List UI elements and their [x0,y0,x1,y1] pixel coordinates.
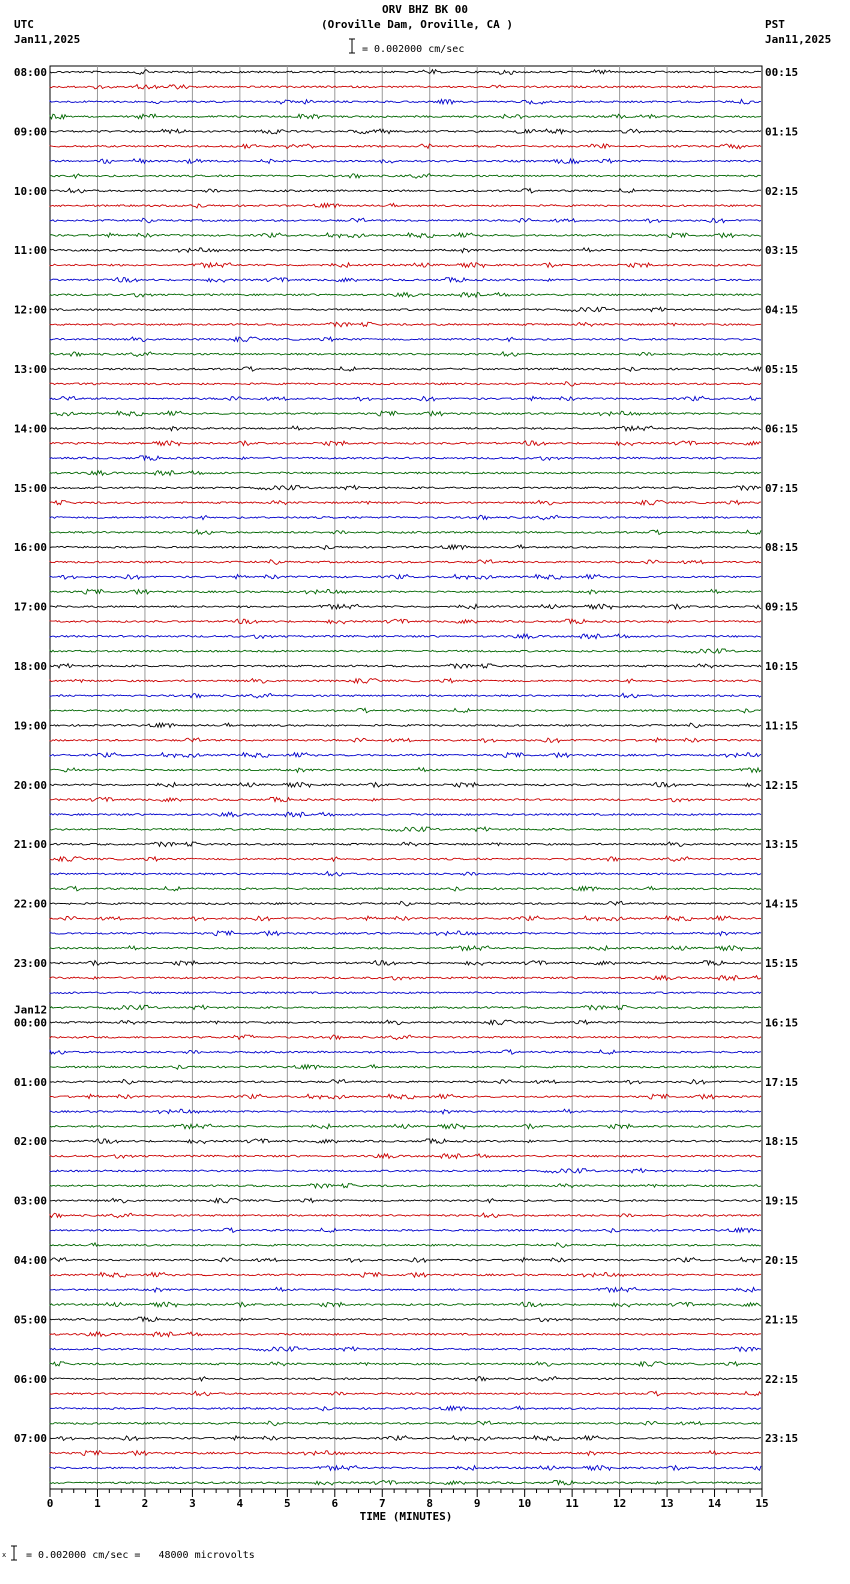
trace-line [50,827,761,831]
trace-line [50,114,761,119]
left-hour-label: 21:00 [13,838,47,852]
trace-line [50,1154,761,1159]
trace-line [50,723,761,728]
right-timezone: PST [765,18,785,31]
left-hour-label: 18:00 [13,660,47,673]
trace-line [50,1184,761,1189]
trace-line [50,188,761,193]
left-hour-label: 19:00 [13,719,47,733]
footer-mark: x [2,1551,7,1559]
right-hour-label: 17:15 [765,1075,799,1089]
trace-line [50,1347,761,1352]
trace-line [50,1094,761,1099]
trace-line [50,1139,761,1144]
trace-line [50,931,761,936]
trace-line [50,753,761,758]
left-hour-label: 04:00 [13,1254,47,1267]
trace-line [50,1228,761,1233]
trace-line [50,738,761,743]
trace-line [50,367,761,372]
trace-line [50,203,761,208]
x-tick-label: 12 [612,1497,627,1510]
header-scale-text: = 0.002000 cm/sec [362,44,465,55]
trace-line [50,500,761,505]
trace-line [50,1436,761,1441]
trace-line [50,1421,761,1426]
trace-line [50,886,761,891]
trace-line [50,396,761,401]
trace-line [50,992,761,994]
x-tick-label: 2 [141,1497,149,1510]
trace-line [50,159,761,164]
left-hour-label: 12:00 [13,303,47,317]
trace-line [50,337,761,342]
trace-line [50,322,761,327]
left-hour-label: 16:00 [13,541,47,555]
right-hour-label: 03:15 [765,244,799,258]
trace-line [50,1198,761,1203]
x-tick-label: 9 [473,1497,481,1510]
trace-line [50,693,761,698]
right-hour-label: 22:15 [765,1372,799,1386]
trace-line [50,1480,761,1485]
trace-line [50,1020,761,1025]
trace-line [50,946,761,951]
right-hour-label: 05:15 [765,363,799,376]
right-hour-label: 08:15 [765,541,799,555]
trace-line [50,456,761,461]
footer-scale-text: = 0.002000 cm/sec = 48000 microvolts [26,1550,255,1561]
left-hour-label: 13:00 [13,363,47,376]
right-hour-label: 00:15 [765,66,799,79]
x-tick-label: 13 [660,1497,674,1510]
trace-line [50,1124,761,1129]
trace-line [50,782,761,787]
trace-line [50,85,761,89]
right-hour-label: 14:15 [765,897,799,911]
trace-line [50,961,761,966]
date-change-label: Jan12 [14,1003,48,1017]
trace-line [50,1451,761,1456]
chart-subtitle: (Oroville Dam, Oroville, CA ) [320,18,514,31]
right-hour-label: 15:15 [765,957,799,970]
trace-line [50,1391,761,1396]
left-hour-label: 23:00 [13,957,47,970]
trace-line [50,174,761,179]
trace-line [50,708,761,713]
right-hour-label: 04:15 [765,303,799,317]
trace-line [50,976,761,981]
left-timezone: UTC [14,18,34,31]
trace-line [50,382,761,387]
trace-line [50,352,761,357]
left-hour-label: 03:00 [13,1194,47,1208]
trace-line [50,1258,761,1263]
trace-line [50,634,761,639]
trace-line [50,485,761,490]
left-hour-label: 20:00 [13,778,47,792]
left-hour-label: 02:00 [13,1135,47,1149]
left-hour-label: 06:00 [13,1372,47,1386]
trace-line [50,560,761,565]
right-hour-label: 11:15 [765,719,799,733]
trace-line [50,1243,761,1248]
trace-line [50,307,761,311]
trace-line [50,1287,761,1292]
left-hour-label: 11:00 [13,244,47,258]
trace-line [50,768,761,773]
right-hour-label: 16:15 [765,1016,799,1030]
right-hour-label: 20:15 [765,1254,799,1267]
trace-line [50,1109,761,1114]
right-date: Jan11,2025 [765,33,832,46]
right-hour-label: 19:15 [765,1194,799,1208]
right-hour-label: 06:15 [765,422,799,436]
left-hour-label: 15:00 [13,481,47,495]
x-tick-label: 11 [565,1497,579,1510]
left-hour-label: 09:00 [13,125,47,139]
trace-line [50,441,761,446]
trace-line [50,664,761,669]
trace-line [50,604,761,609]
x-tick-label: 6 [331,1497,339,1510]
trace-line [50,99,761,104]
trace-line [50,1302,761,1307]
trace-line [50,218,761,223]
trace-line [50,1065,761,1070]
trace-line [50,233,761,238]
right-hour-label: 21:15 [765,1313,799,1327]
header-scale-bar-icon [349,39,355,53]
trace-line [50,1317,761,1322]
trace-line [50,411,761,416]
trace-line [50,649,761,653]
x-axis-label: TIME (MINUTES) [359,1510,453,1523]
trace-line [50,248,761,253]
left-hour-label: 05:00 [13,1313,47,1327]
trace-line [50,278,761,283]
trace-line [50,545,761,550]
trace-line [50,70,761,75]
x-tick-label: 14 [707,1497,722,1510]
right-hour-label: 01:15 [765,125,799,139]
trace-line [50,589,761,594]
left-hour-label: 00:00 [13,1016,47,1030]
left-hour-label: 01:00 [13,1075,47,1089]
left-hour-label: 22:00 [13,897,47,911]
left-hour-label: 07:00 [13,1432,47,1446]
x-tick-label: 8 [426,1497,434,1510]
trace-line [50,872,761,876]
x-tick-label: 5 [284,1497,291,1510]
trace-line [50,1332,761,1337]
trace-line [50,1406,761,1411]
right-hour-label: 18:15 [765,1135,799,1149]
trace-line [50,263,761,268]
right-hour-label: 02:15 [765,184,799,198]
x-tick-label: 7 [378,1497,386,1510]
x-tick-label: 3 [189,1497,196,1510]
trace-line [50,916,761,921]
trace-line [50,797,761,802]
trace-line [50,842,761,847]
left-date: Jan11,2025 [14,33,81,46]
trace-line [50,144,761,149]
trace-line [50,1377,761,1382]
trace-line [50,1035,761,1040]
left-hour-label: 17:00 [13,600,47,614]
right-hour-label: 12:15 [765,778,799,792]
trace-line [50,426,761,431]
trace-line [50,530,761,535]
trace-line [50,1466,761,1471]
left-hour-label: 08:00 [13,66,47,79]
chart-title: ORV BHZ BK 00 [381,3,469,16]
right-hour-label: 10:15 [765,660,799,673]
trace-line [50,619,761,624]
trace-line [50,1213,761,1218]
trace-line [50,812,761,817]
trace-line [50,292,761,297]
trace-line [50,901,761,906]
trace-line [50,129,761,134]
right-hour-label: 13:15 [765,838,799,852]
footer-scale-bar-icon [11,1546,17,1560]
x-tick-label: 1 [94,1497,101,1510]
trace-line [50,471,761,476]
trace-line [50,515,761,520]
x-tick-label: 4 [236,1497,244,1510]
left-hour-label: 14:00 [13,422,47,436]
x-tick-label: 0 [46,1497,54,1510]
right-hour-label: 23:15 [765,1432,799,1446]
trace-line [50,1050,761,1055]
trace-line [50,1272,761,1277]
x-tick-label: 10 [518,1497,532,1510]
trace-line [50,1362,761,1367]
right-hour-label: 07:15 [765,481,799,495]
trace-line [50,1080,761,1085]
trace-line [50,575,761,580]
left-hour-label: 10:00 [13,184,47,198]
trace-line [50,679,761,684]
trace-line [50,857,761,862]
right-hour-label: 09:15 [765,600,799,614]
trace-line [50,1005,761,1010]
x-tick-label: 15 [755,1497,769,1510]
trace-line [50,1169,761,1173]
